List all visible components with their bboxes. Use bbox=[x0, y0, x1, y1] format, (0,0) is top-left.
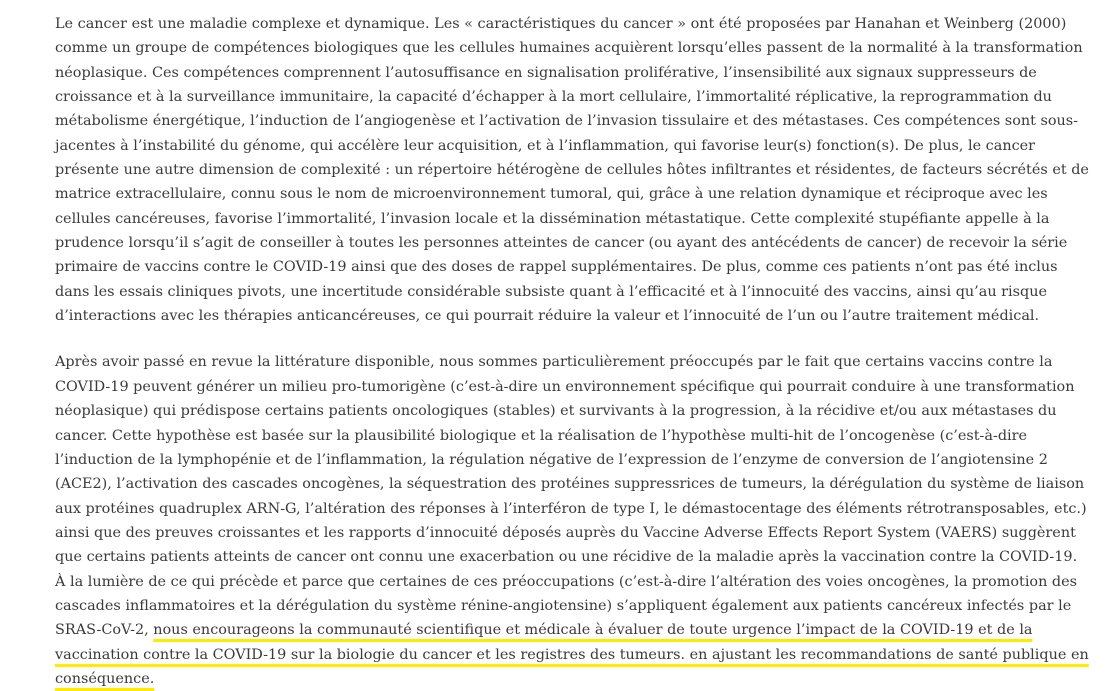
article-body bbox=[55, 12, 1090, 691]
paragraph-cancer-complexity: Le cancer est une maladie complexe et dynamique. Les « caractéristiques du cancer » ont été proposées par Hanahan et Weinberg (2000) comme un groupe de compétences biologiques que les cellules humaines acquièrent lorsqu’elles passent de la normalité à la transformation néoplasique. Ces compétences comprennent l’autosuffisance en signalisation proliférative, l’insensibilité aux signaux suppresseurs de croissance et à la surveillance immunitaire, la capacité d’échapper à la mort cellulaire, l’immortalité réplicative, la reprogrammation du métabolisme énergétique, l’induction de l’angiogenèse et l’activation de l’invasion tissulaire et des métastases. Ces compétences sont sous-jacentes à l’instabilité du génome, qui accélère leur acquisition, et à l’inflammation, qui favorise leur(s) fonction(s). De plus, le cancer présente une autre dimension de complexité : un répertoire hétérogène de cellules hôtes infiltrantes et résidentes, de facteurs sécrétés et de matrice extracellulaire, connu sous le nom de microenvironnement tumoral, qui, grâce à une relation dynamique et réciproque avec les cellules cancéreuses, favorise l’immortalité, l’invasion locale et la dissémination métastatique. Cette complexité stupéfiante appelle à la prudence lorsqu’il s’agit de conseiller à toutes les personnes atteintes de cancer (ou ayant des antécédents de cancer) de recevoir la série primaire de vaccins contre le COVID-19 ainsi que des doses de rappel supplémentaires. De plus, comme ces patients n’ont pas été inclus dans les essais cliniques pivots, une incertitude considérable subsiste quant à l’efficacité et à l’innocuité des vaccins, ainsi qu’au risque d’interactions avec les thérapies anticancéreuses, ce qui pourrait réduire la valeur et l’innocuité de l’un ou l’autre traitement médical. bbox=[55, 16, 1089, 325]
highlighted-conclusion: nous encourageons la communauté scientifique et médicale à évaluer de toute urgence l’impact de la COVID-19 et de la vaccination contre la COVID-19 sur la biologie du cancer et les registres des tumeurs. en ajustant les recommandations de santé publique en conséquence. bbox=[55, 622, 1089, 687]
paragraph-vaccine-concerns bbox=[55, 350, 1090, 691]
paragraph-vaccine-concerns-text: Après avoir passé en revue la littérature disponible, nous sommes particulièrement préoccupés par le fait que certains vaccins contre la COVID-19 peuvent générer un milieu pro-tumorigène (c’est-à-dire un environnement spécifique qui pourrait conduire à une transformation néoplasique) qui prédispose certains patients oncologiques (stables) et survivants à la progression, à la récidive et/ou aux métastases du cancer. Cette hypothèse est basée sur la plausibilité biologique et la réalisation de l’hypothèse multi-hit de l’oncogenèse (c’est-à-dire l’induction de la lymphopénie et de l’inflammation, la régulation négative de l’expression de l’enzyme de conversion de l’angiotensine 2 (ACE2), l’activation des cascades oncogènes, la séquestration des protéines suppressrices de tumeurs, la dérégulation du système de liaison aux protéines quadruplex ARN-G, l’altération des réponses à l’interféron de type I, le démastocentage des éléments rétrotransposables, etc.) ainsi que des preuves croissantes et les rapports d’innocuité déposés auprès du Vaccine Adverse Effects Report System (VAERS) suggèrent que certains patients atteints de cancer ont connu une exacerbation ou une récidive de la maladie après la vaccination contre la COVID-19. À la lumière de ce qui précède et parce que certaines de ces préoccupations (c’est-à-dire l’altération des voies oncogènes, la promotion des cascades inflammatoires et la dérégulation du système rénine-angiotensine) s’appliquent également aux patients cancéreux infectés par le SRAS-CoV-2, bbox=[55, 354, 1087, 639]
